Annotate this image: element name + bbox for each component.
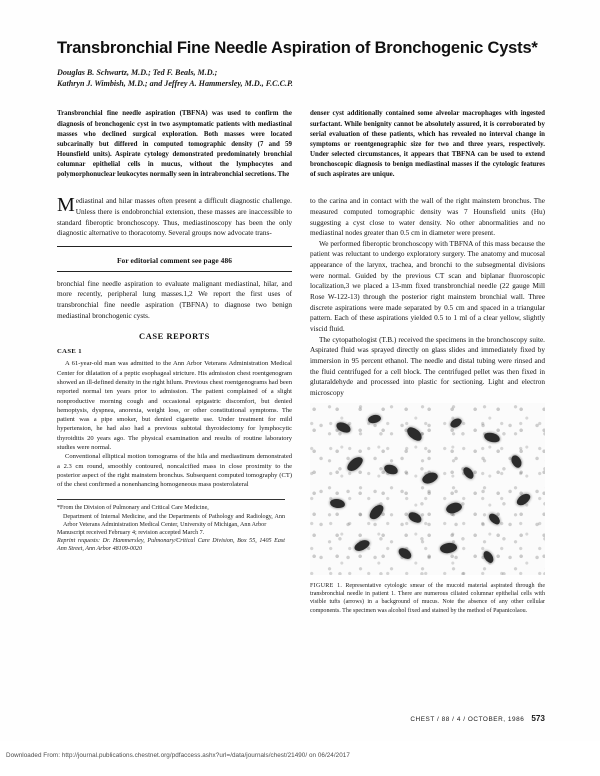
footnote-line-4: Reprint requests: Dr. Hammersley, Pulmonary/Critical Care Division, Box 55, 1405 East Ann Street, Ann Arbor 48109-0020 xyxy=(57,538,285,553)
page-number: 573 xyxy=(531,714,545,723)
drop-cap: M xyxy=(57,194,75,217)
footnote-line-3: Manuscript received February 4; revision accepted March 7. xyxy=(57,530,205,537)
case-report-1 xyxy=(57,348,292,489)
author-line-2: Kathryn J. Wimbish, M.D.; and Jeffrey A. Hammersley, M.D., F.C.C.P. xyxy=(57,79,293,89)
body-column-right xyxy=(310,196,545,615)
journal-citation: CHEST / 88 / 4 / OCTOBER, 1986 xyxy=(410,716,525,723)
right-paragraph-3: The cytopathologist (T.B.) received the specimens in the bronchoscopy suite. Aspirated fluid was sprayed directly on glass slides and immediately fixed by immersion in 95 percent ethanol. The needle and distal tubing were rinsed and the fluid centrifuged for a cell block. The centrifuged pellet was then fixed in glutaraldehyde and processed into plastic for sectioning. Light and electron microscopy xyxy=(310,335,545,398)
figure-1 xyxy=(310,403,545,615)
figure-1-caption-text: Representative cytologic smear of the mucoid material aspirated through the transbronchial needle in patient 1. There are numerous ciliated columnar epithelial cells with visible tufts (arrows) in a background of mucus. Note the absence of any other cellular components. The specimen was alcohol fixed and stained by the method of Papanicolaou. xyxy=(310,582,546,614)
case-1-paragraph-1: A 61-year-old man was admitted to the Ann Arbor Veterans Administration Medical Center for dilatation of a peptic esophageal stricture. His admission chest roentgenogram showed an ill-defined density in the right hilum. Previous chest roentgenograms had been reported normal ten years prior to admission. The patient complained of a slight nonproductive morning cough and occasional epigastric discomfort, but denied hemoptysis, dyspnea, anorexia, weight loss, or other constitutional symptoms. The patient was a pipe smoker, but denied cigarette use. Under treatment for mild hypertension, he had also had a previous subtotal thyroidectomy for lymphocytic thyroiditis 20 years ago. The physical examination and results of routine laboratory studies were normal. xyxy=(57,360,292,451)
case-heading-1: CASE 1 xyxy=(57,348,82,356)
right-paragraph-1: to the carina and in contact with the wall of the right mainstem bronchus. The measured computed tomographic density was 7 Hounsfield units (Hu) suggesting a cyst close to water density. No other abnormalities and no mediastinal nodes greater than 0.5 cm in diameter were present. xyxy=(310,197,545,238)
figure-1-label: FIGURE 1. xyxy=(310,582,343,589)
figure-1-image xyxy=(310,403,545,575)
page-title: Transbronchial Fine Needle Aspiration of Bronchogenic Cysts* xyxy=(57,39,538,57)
editorial-comment-box xyxy=(57,246,292,272)
page-footer xyxy=(410,714,545,723)
intro-paragraph-text: ediastinal and hilar masses often present a difficult diagnostic challenge. Unless there is endobronchial extension, these masses are inaccessible to standard fiberoptic bronchoscopy. Thus, mediastinoscopy has been the only diagnostic alternative to thoracotomy. Several groups now advocate trans- xyxy=(57,197,292,238)
abstract-text-right: denser cyst additionally contained some alveolar macrophages with ingested surfactant. While benignity cannot be absolutely assured, it is corroborated by serial evaluation of these patients, which has revealed no interval change in symptoms or roentgenographic size for two and three years, respectively. Under selected circumstances, it appears that TBFNA can be used to extend bronchoscopic diagnosis to benign mediastinal masses if the cytologic features of such aspirates are unique. xyxy=(310,110,545,179)
abstract-column-right xyxy=(310,109,545,180)
body-column-left xyxy=(57,196,292,615)
right-paragraph-2: We performed fiberoptic bronchoscopy with TBFNA of this mass because the patient was reluctant to undergo exploratory surgery. The anatomy and mucosal appearance of the larynx, trachea, and bronchi to the subsegmental divisions were normal. Guided by the previous CT scan and biplanar fluoroscopic localization,3 we placed a 13-mm fixed transbronchial needle (22 gauge Mill Rose W-122-13) through the posterior right mainstem bronchial wall. Three discrete aspirations were made separated by 0.5 cm and spaced in a triangular pattern. Each of these aspirations yielded 0.5 to 1 ml of a clear yellow, slightly viscid fluid. xyxy=(310,239,545,334)
abstract-text-left: Transbronchial fine needle aspiration (TBFNA) was used to confirm the diagnosis of bronchogenic cyst in two asymptomatic patients with mediastinal masses who declined surgical exploration. Both masses were located subcarinally but differed in computed tomographic density (7 and 59 Hounsfield units). Aspirate cytology demonstrated predominately bronchial columnar epithelial cells in mucus, without the lymphocytes and polymorphonuclear leukocytes normally seen in intrabronchial secretions. The xyxy=(57,110,292,179)
page-content xyxy=(57,38,545,718)
footnote-block xyxy=(57,499,285,553)
abstract-column-left xyxy=(57,109,292,180)
section-heading-case-reports: CASE REPORTS xyxy=(139,332,210,342)
body-columns xyxy=(57,196,545,615)
footnote-line-1: *From the Division of Pulmonary and Critical Care Medicine, xyxy=(57,505,209,512)
author-line-1: Douglas B. Schwartz, M.D.; Ted F. Beals, M.D.; xyxy=(57,68,218,78)
intro-paragraph xyxy=(57,196,292,239)
intro-paragraph-continued: bronchial fine needle aspiration to evaluate malignant mediastinal, hilar, and more recently, peripheral lung masses.1,2 We report the first uses of transbronchial fine needle aspiration (TBFNA) to diagnose two benign mediastinal bronchogenic cysts. xyxy=(57,279,292,320)
case-1-paragraph-2: Conventional elliptical motion tomograms of the hila and mediastinum demonstrated a 2.3 cm round, smoothly contoured, noncalcified mass in close proximity to the posterior aspect of the right mainstem bronchus. Subsequent computed tomography (CT) of the chest confirmed a nonenhancing homogeneous mass posterolateral xyxy=(57,453,292,489)
author-block xyxy=(57,67,545,89)
abstract-section xyxy=(57,109,545,180)
footnote-line-2: Department of Internal Medicine, and the Departments of Pathology and Radiology, Ann Arbor Veterans Administration Medical Center, University of Michigan, Ann Arbor xyxy=(63,513,285,528)
figure-1-caption xyxy=(310,582,545,615)
download-notice: Downloaded From: http://journal.publications.chestnet.org/pdfaccess.ashx?url=/data/journals/chest/21490/ on 06/24/2017 xyxy=(6,752,350,759)
editorial-comment-text: For editorial comment see page 486 xyxy=(116,255,233,265)
